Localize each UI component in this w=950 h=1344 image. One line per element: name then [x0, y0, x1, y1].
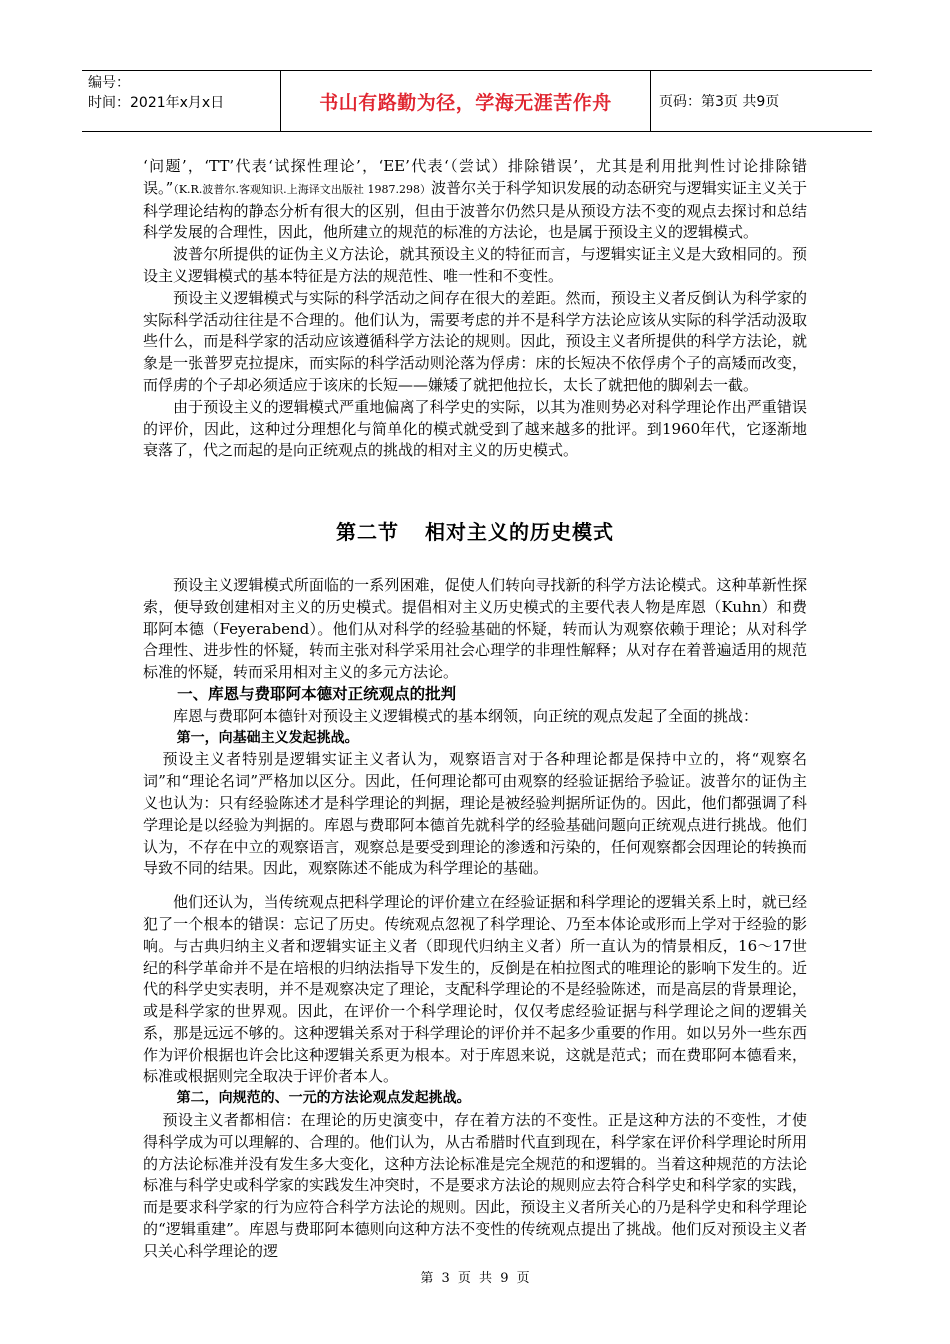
subsection-heading: 一、库恩与费耶阿本德对正统观点的批判: [177, 684, 457, 703]
paragraph-5: 预设主义逻辑模式所面临的一系列困难，促使人们转向寻找新的科学方法论模式。这种革新性探索，便导致创建相对主义的历史模式。提倡相对主义历史模式的主要代表人物是库恩（Kuhn）和费耶阿本德（Feyerabend）。他们从对科学的经验基础的怀疑，转而认为观察依赖于理论；从对科学合理性、进步性的怀疑，转而主张对科学采用社会心理学的非理性解释；从对存在着普遍适用的规范标准的怀疑，转而采用相对主义的多元方法论。: [143, 575, 807, 682]
document-body: [143, 156, 807, 1263]
page-footer: 第 3 页 共 9 页: [420, 1271, 530, 1286]
date-label: 时间：2021年x月x日: [88, 95, 225, 111]
paragraph-7: 预设主义者特别是逻辑实证主义者认为，观察语言对于各种理论都是保持中立的，将“观察名词”和“理论名词”严格加以区分。因此，任何理论都可由观察的经验证据给予验证。波普尔的证伪主义也认为：只有经验陈述才是科学理论的判据，理论是被经验判据所证伪的。因此，他们都强调了科学理论是以经验为判据的。库恩与费耶阿本德首先就科学的经验基础问题向正统观点进行挑战。他们认为，不存在中立的观察语言，观察总是要受到理论的渗透和污染的，任何观察都会因理论的转换而导致不同的结果。因此，观察陈述不能成为科学理论的基础。: [143, 750, 807, 878]
section-number: 第二节: [336, 520, 399, 545]
paragraph-9: 预设主义者都相信：在理论的历史演变中，存在着方法的不变性。正是这种方法的不变性，才使得科学成为可以理解的、合理的。他们认为，从古希腊时代直到现在，科学家在评价科学理论时所用的方法论标准并没有发生多大变化，这种方法论标准是完全规范的和逻辑的。当着这种规范的方法论标准与科学史或科学家的实践发生冲突时，不是要求方法论的规则应去符合科学史和科学家的实践，而是要求科学家的行为应符合科学方法论的规则。因此，预设主义者所关心的乃是科学史和科学理论的“逻辑重建”。库恩与费耶阿本德则向这种方法不变性的传统观点提出了挑战。他们反对预设主义者只关心科学理论的逻: [143, 1111, 807, 1260]
section-title: [143, 522, 807, 544]
citation: （K.R.波普尔.客观知识.上海译文出版社 1987.298）: [173, 182, 432, 196]
paragraph-1-text: ‘问题’，‘TT’代表‘试探性理论’，‘EE’代表‘（尝试）排除错误’，尤其是利用批判性讨论排除错误。”: [143, 157, 807, 197]
header-motto: 书山有路勤为径，学海无涯苦作舟: [281, 71, 651, 131]
paragraph-1: [143, 156, 807, 244]
section-name: 相对主义的历史模式: [425, 520, 614, 545]
header-page-info: 页码：第3页 共9页: [659, 94, 780, 110]
number-label: 编号：: [88, 75, 130, 91]
first-challenge-heading: 第一，向基础主义发起挑战。: [176, 729, 359, 746]
header-meta: [82, 71, 281, 131]
paragraph-6: 库恩与费耶阿本德针对预设主义逻辑模式的基本纲领，向正统的观点发起了全面的挑战：: [173, 706, 759, 725]
paragraph-4: 由于预设主义的逻辑模式严重地偏离了科学史的实际，以其为准则势必对科学理论作出严重错误的评价，因此，这种过分理想化与简单化的模式就受到了越来越多的批评。到1960年代，它逐渐地衰落了，代之而起的是向正统观点的挑战的相对主义的历史模式。: [143, 397, 807, 460]
page-header: [82, 70, 872, 132]
paragraph-8: 他们还认为，当传统观点把科学理论的评价建立在经验证据和科学理论的逻辑关系上时，就已经犯了一个根本的错误：忘记了历史。传统观点忽视了科学理论、乃至本体论或形而上学对于经验的影响。与古典归纳主义者和逻辑实证主义者（即现代归纳主义者）所一直认为的情景相反，16～17世纪的科学革命并不是在培根的归纳法指导下发生的，反倒是在柏拉图式的唯理论的影响下发生的。近代的科学史实表明，并不是观察决定了理论，支配科学理论的不是经验陈述，而是高层的背景理论，或是科学家的世界观。因此，在评价一个科学理论时，仅仅考虑经验证据与科学理论之间的逻辑关系，那是远远不够的。这种逻辑关系对于科学理论的评价并不起多少重要的作用。如以另外一些东西作为评价根据也许会比这种逻辑关系更为根本。对于库恩来说，这就是范式；而在费耶阿本德看来，标准或根据则完全取决于评价者本人。: [143, 893, 807, 1086]
paragraph-1-tail: 波普尔关于科学知识发展的动态研究与逻辑实证主义关于科学理论结构的静态分析有很大的区别，但由于波普尔仍然只是从预设方法不变的观点去探讨和总结科学发展的合理性，因此，他所建立的规范的标准的方法论，也是属于预设主义的逻辑模式。: [143, 178, 808, 242]
paragraph-3: 预设主义逻辑模式与实际的科学活动之间存在很大的差距。然而，预设主义者反倒认为科学家的实际科学活动往往是不合理的。他们认为，需要考虑的并不是科学方法论应该从实际的科学活动汲取些什么，而是科学家的活动应该遵循科学方法论的规则。因此，预设主义者所提供的科学方法论，就象是一张普罗克拉提床，而实际的科学活动则沦落为俘虏：床的长短决不依俘虏个子的高矮而改变，而俘虏的个子却必须适应于该床的长短——嫌矮了就把他拉长，太长了就把他的脚剁去一截。: [143, 288, 807, 394]
second-challenge-heading: 第二，向规范的、一元的方法论观点发起挑战。: [176, 1090, 471, 1107]
paragraph-2: 波普尔所提供的证伪主义方法论，就其预设主义的特征而言，与逻辑实证主义是大致相同的。预设主义逻辑模式的基本特征是方法的规范性、唯一性和不变性。: [143, 245, 807, 285]
